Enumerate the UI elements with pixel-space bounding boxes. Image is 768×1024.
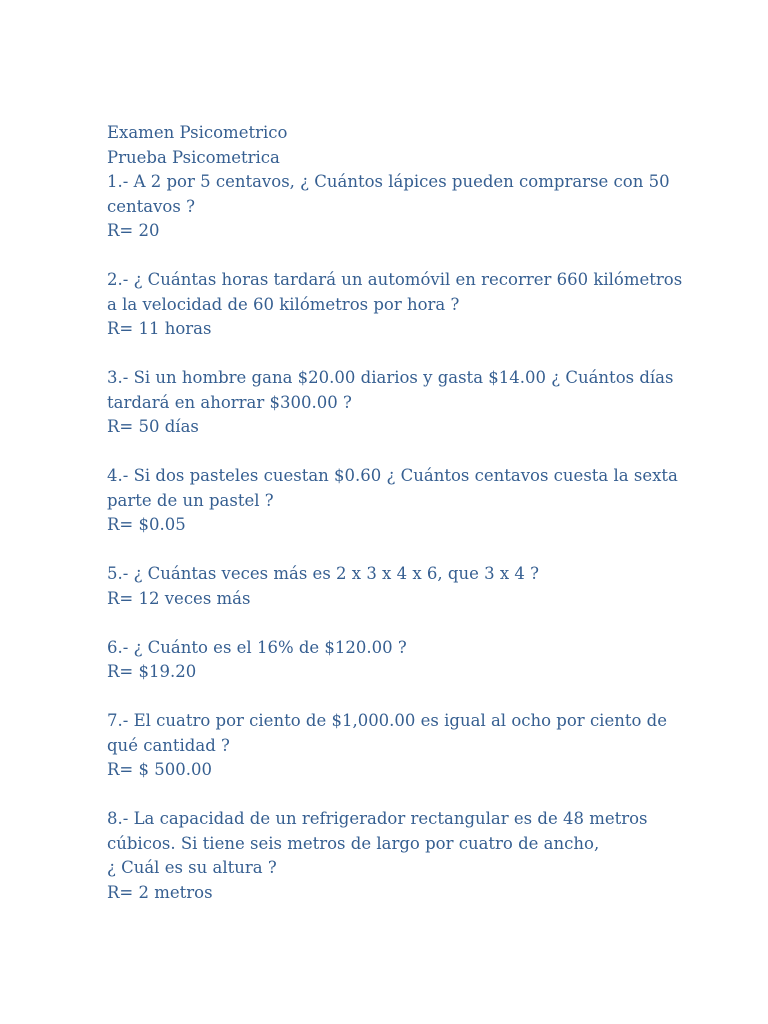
question-text: 2.- ¿ Cuántas horas tardará un automóvil en recorrer 660 kilómetros a la velocidad de 60 kilómetros por hora ? — [107, 270, 683, 314]
answer-text: R= $19.20 — [107, 662, 197, 681]
question-text: 1.- A 2 por 5 centavos, ¿ Cuántos lápices pueden comprarse con 50 centavos ? — [107, 172, 670, 216]
answer-text: R= 2 metros — [107, 882, 213, 902]
question-item — [107, 709, 687, 783]
question-text: 8.- La capacidad de un refrigerador rectangular es de 48 metros cúbicos. Si tiene seis metros de largo por cuatro de ancho, ¿ Cuál es su altura ? — [107, 809, 648, 877]
answer-text: R= $0.05 — [107, 515, 186, 534]
document-title: Examen Psicometrico — [107, 123, 288, 142]
answer-text: R= 12 veces más — [107, 588, 251, 608]
question-list — [107, 170, 687, 905]
question-item — [107, 562, 687, 611]
question-item — [107, 170, 687, 244]
document-page — [107, 121, 687, 905]
question-text: 4.- Si dos pasteles cuestan $0.60 ¿ Cuántos centavos cuesta la sexta parte de un pastel ? — [107, 466, 678, 510]
question-item — [107, 636, 687, 685]
question-item — [107, 807, 687, 905]
question-item — [107, 366, 687, 440]
question-text: 5.- ¿ Cuántas veces más es 2 x 3 x 4 x 6, que 3 x 4 ? — [107, 564, 539, 583]
answer-text: R= $ 500.00 — [107, 760, 212, 779]
document-subtitle: Prueba Psicometrica — [107, 147, 280, 167]
question-text: 3.- Si un hombre gana $20.00 diarios y gasta $14.00 ¿ Cuántos días tardará en ahorrar $300.00 ? — [107, 368, 674, 412]
question-item — [107, 464, 687, 538]
answer-text: R= 50 días — [107, 417, 199, 436]
answer-text: R= 11 horas — [107, 319, 212, 338]
question-text: 7.- El cuatro por ciento de $1,000.00 es igual al ocho por ciento de qué cantidad ? — [107, 711, 667, 755]
question-item — [107, 268, 687, 342]
question-text: 6.- ¿ Cuánto es el 16% de $120.00 ? — [107, 637, 407, 657]
answer-text: R= 20 — [107, 221, 160, 240]
